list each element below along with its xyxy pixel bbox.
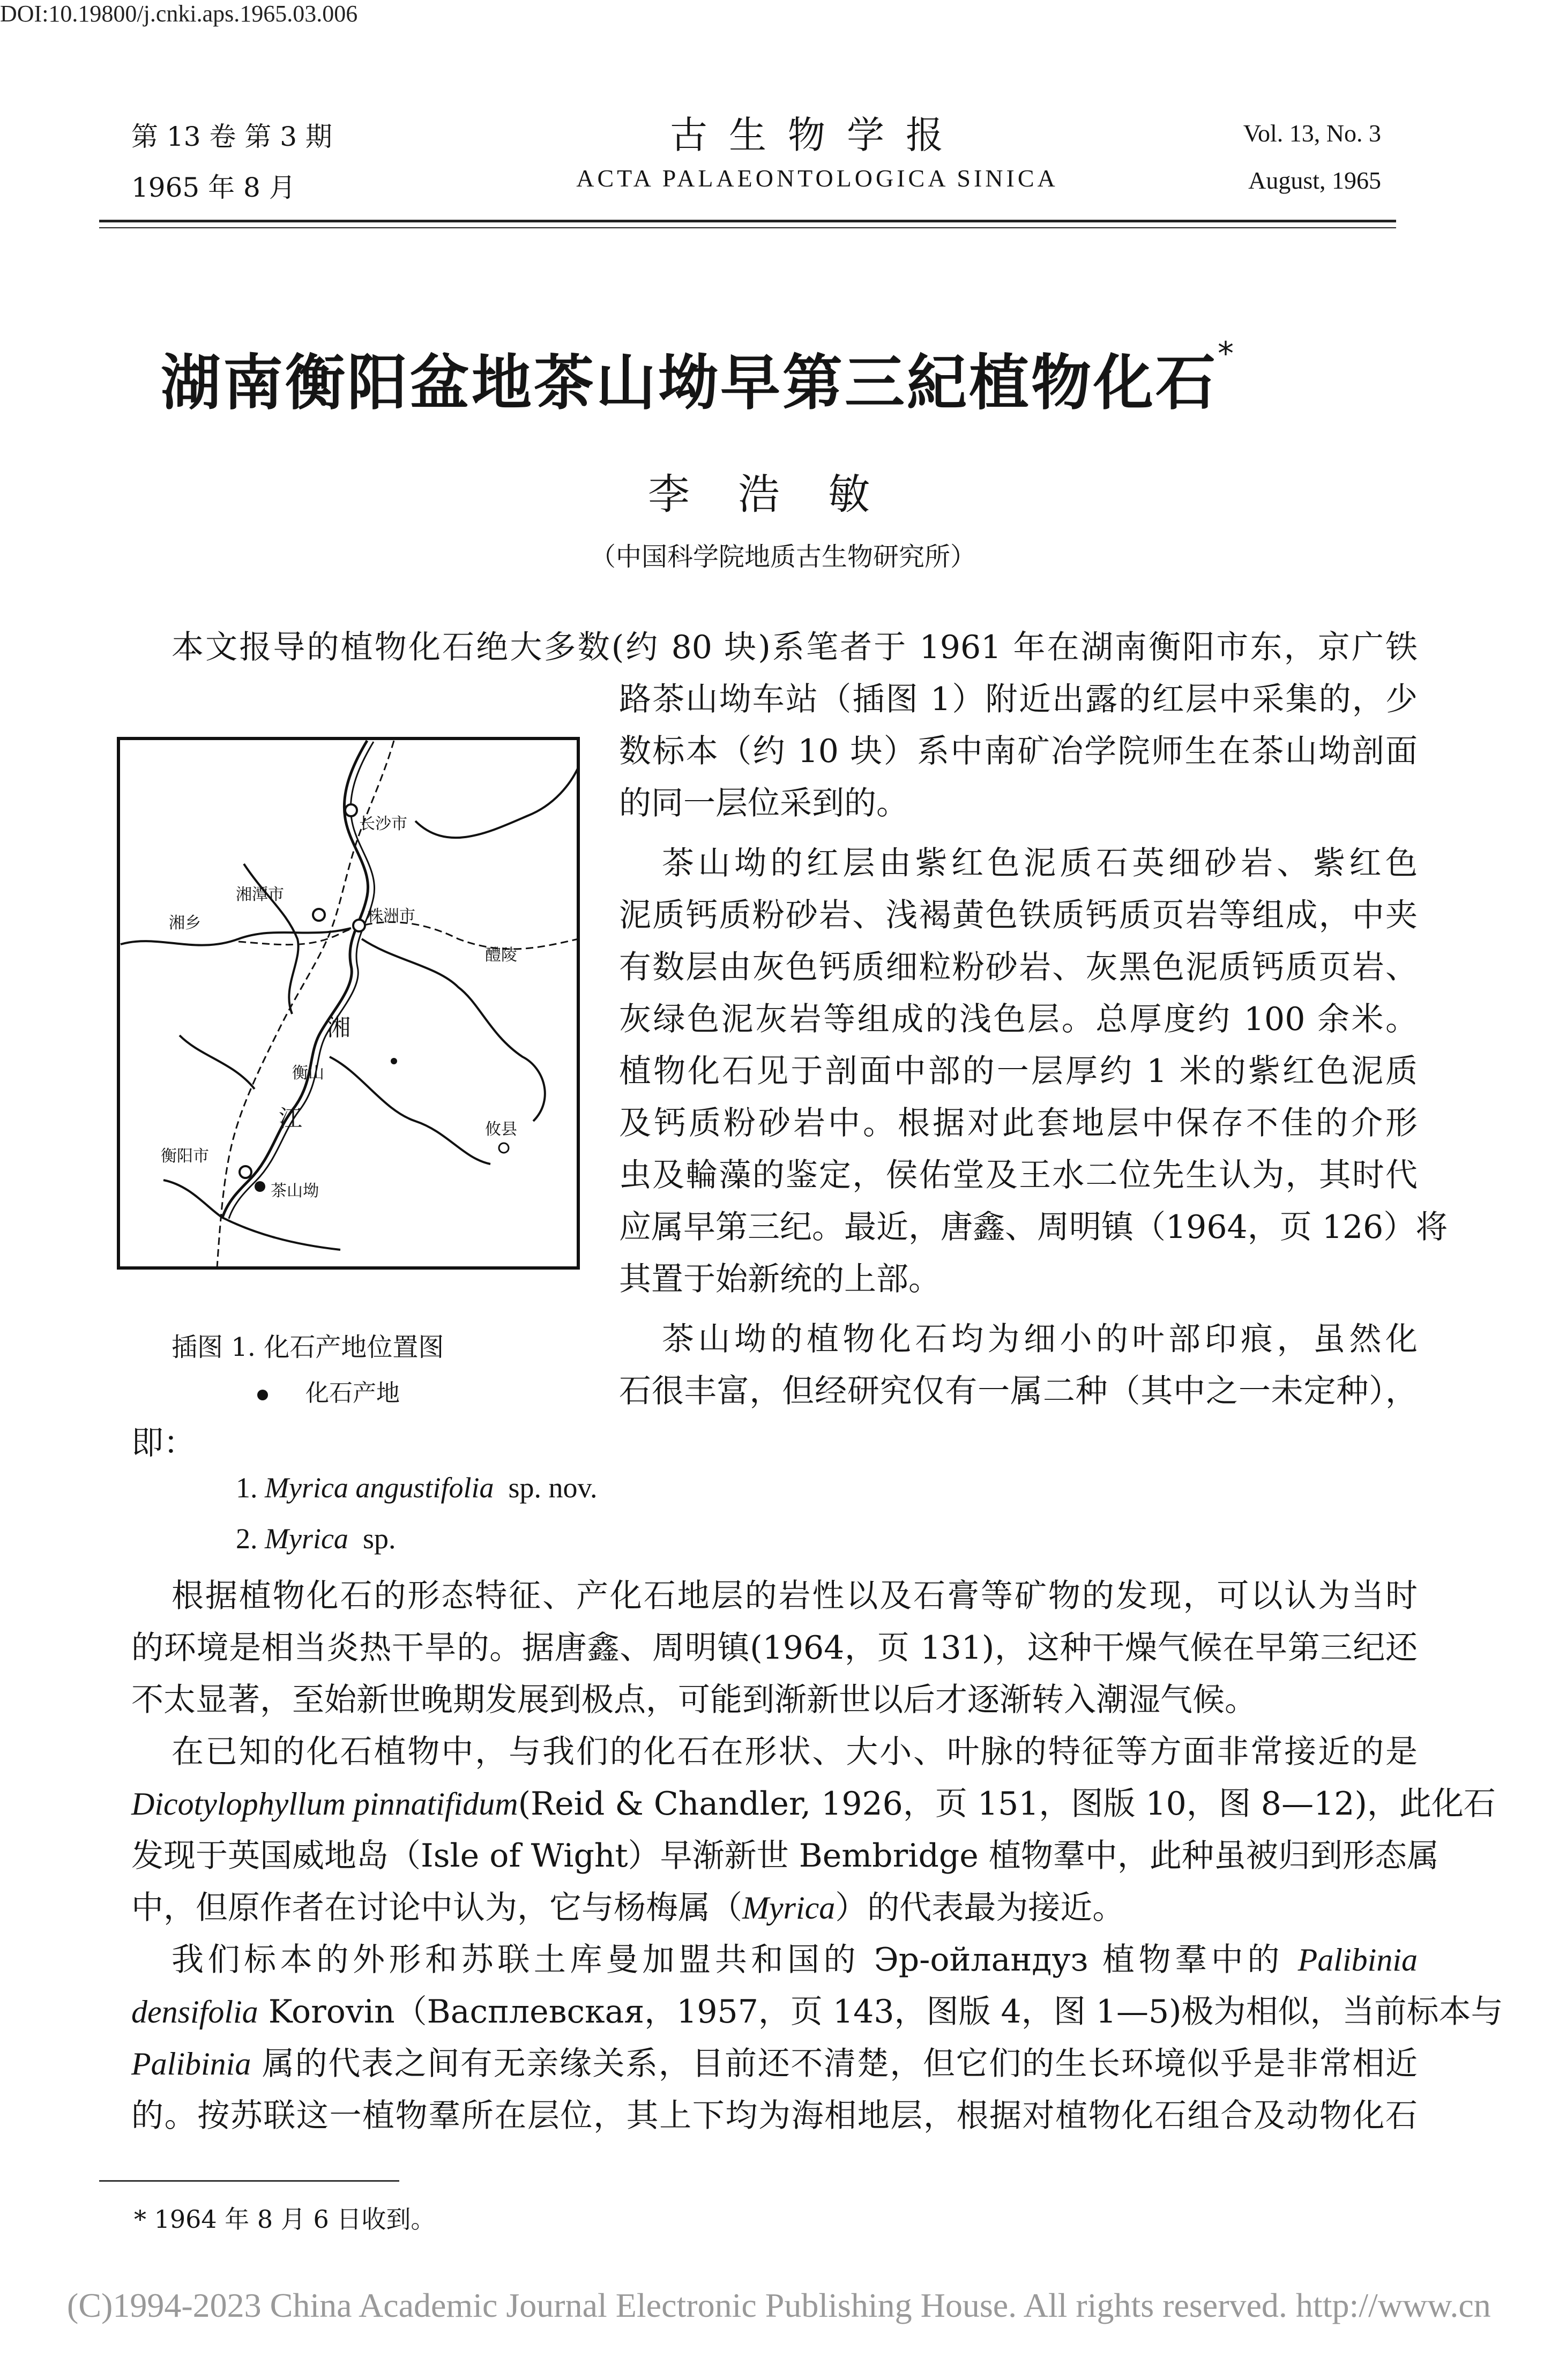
paragraph-line: 及钙质粉砂岩中。根据对此套地层中保存不佳的介形 [619,1105,1418,1142]
paragraph-line: 虫及輪藻的鉴定，侯佑堂及王水二位先生认为，其时代 [619,1157,1418,1194]
journal-title-en: ACTA PALAEONTOLOGICA SINICA [576,165,1058,192]
article-title: 湖南衡阳盆地茶山坳早第三紀植物化石* [161,335,1236,418]
author: 李浩敏 [647,471,918,519]
paragraph-line: 其置于始新统的上部。 [619,1260,941,1298]
paragraph-line: 植物化石见于剖面中部的一层厚约 1 米的紫红色泥质 [619,1053,1418,1090]
paragraph-line: 的同一层位采到的。 [619,785,908,822]
paragraph-line: 本文报导的植物化石绝大多数(约 80 块)系笔者于 1961 年在湖南衡阳市东，京广铁 [171,629,1418,666]
paragraph-line: 我们标本的外形和苏联土库曼加盟共和国的 Эр-ойландуз 植物羣中的 Palibinia [171,1941,1418,1979]
footnote-rule [99,2180,399,2182]
river-liuyang [415,767,578,838]
map-frame [118,738,578,1268]
paragraph-line: Dicotylophyllum pinnatifidum(Reid & Chandler, 1926，页 151，图版 10，图 8—12)，此化石 [131,1785,1496,1823]
paragraph-line: 茶山坳的红层由紫红色泥质石英细砂岩、紫红色 [662,845,1418,882]
label-chashanao: 茶山坳 [271,1182,319,1200]
zhuzhou-marker [353,920,365,931]
label-xiangtan: 湘潭市 [236,885,284,904]
paragraph-line: 灰绿色泥灰岩等组成的浅色层。总厚度约 100 余米。 [619,1001,1418,1038]
label-zhuzhou: 株洲市 [367,907,415,926]
label-liling: 醴陵 [485,946,517,965]
header-rule [99,220,1396,222]
paragraph-line: Palibinia 属的代表之间有无亲缘关系，目前还不清楚，但它们的生长环境似乎是非常相近 [131,2045,1418,2083]
paragraph-line: 石很丰富，但经研究仅有一属二种（其中之一未定种）， [619,1372,1418,1410]
railway-east-west [238,922,578,949]
youxian-marker [499,1143,509,1153]
species-2: 2. Myrica sp. [236,1523,396,1555]
paragraph-line: 中，但原作者在讨论中认为，它与杨梅属（Myrica）的代表最为接近。 [131,1889,1125,1927]
journal-title-cn: 古生物学报 [670,113,965,157]
label-hengyang: 衡阳市 [161,1147,209,1166]
location-map [115,735,581,1271]
volume-issue: 第 13 卷 第 3 期 [131,121,332,152]
publication-date-en: August, 1965 [1248,167,1381,194]
paragraph-line: 在已知的化石植物中，与我们的化石在形状、大小、叶脉的特征等方面非常接近的是 [171,1733,1418,1771]
paragraph-line: 的。按苏联这一植物羣所在层位，其上下均为海相地层，根据对植物化石组合及动物化石 [131,2097,1418,2135]
paragraph-line: 的环境是相当炎热干旱的。据唐鑫、周明镇(1964，页 131)，这种干燥气候在早第三纪还 [131,1629,1418,1667]
paragraph-line: 根据植物化石的形态特征、产化石地层的岩性以及石膏等矿物的发现，可以认为当时 [171,1577,1418,1615]
river-lu [362,939,545,1121]
footnote: * 1964 年 8 月 6 日收到。 [134,2205,436,2234]
paragraph-line: 数标本（约 10 块）系中南矿冶学院师生在茶山坳剖面 [619,733,1418,770]
species-1: 1. Myrica angustifolia sp. nov. [236,1472,598,1504]
paragraph-line: 应属早第三纪。最近，唐鑫、周明镇（1964，页 126）将 [619,1208,1448,1246]
xiangtan-marker [313,909,325,921]
affiliation: （中国科学院地质古生物研究所） [590,542,976,572]
publication-date: 1965 年 8 月 [131,172,296,203]
label-xiangxiang: 湘乡 [169,914,201,932]
paragraph-line: 有数层由灰色钙质细粒粉砂岩、灰黑色泥质钙质页岩、 [619,949,1418,986]
paragraph-line: 泥质钙质粉砂岩、浅褐黄色铁质钙质页岩等组成，中夹 [619,897,1418,934]
paragraph-line: 发现于英国威地岛（Isle of Wight）早渐新世 Bembridge 植物羣中，此种虽被归到形态属 [131,1837,1439,1875]
changsha-marker [345,804,357,816]
label-xiang: 湘 [327,1014,351,1041]
paragraph-line: 即： [131,1424,196,1462]
copyright-watermark: (C)1994-2023 China Academic Journal Electronic Publishing House. All rights reserved. http://www.cn [67,2286,1491,2324]
fossil-locality-dot [255,1181,265,1192]
doi: DOI:10.19800/j.cnki.aps.1965.03.006 [0,1,358,27]
label-hengshan: 衡山 [292,1064,324,1083]
volume-issue-en: Vol. 13, No. 3 [1243,120,1381,147]
label-youxian: 攸县 [485,1120,517,1139]
hengyang-marker [240,1166,251,1178]
paragraph-line: 路茶山坳车站（插图 1）附近出露的红层中采集的，少 [619,681,1418,718]
paragraph-line: densifolia Korovin（Васплевская，1957，页 143，图版 4，图 1—5)极为相似，当前标本与 [131,1993,1503,2031]
river-tributary-west [180,1035,255,1089]
river-mi [330,1057,490,1164]
label-changsha: 长沙市 [359,815,407,833]
paragraph-line: 不太显著，至始新世晚期发展到极点，可能到渐新世以后才逐渐转入潮湿气候。 [131,1681,1257,1719]
paragraph-line: 茶山坳的植物化石均为细小的叶部印痕，虽然化 [662,1320,1418,1358]
legend-dot-icon [257,1390,268,1400]
figure-caption: 插图 1. 化石产地位置图 [171,1332,444,1362]
hengshan-marker [391,1058,397,1064]
header-rule-thin [99,227,1396,228]
figure-legend: 化石产地 [257,1374,400,1408]
label-jiang: 江 [279,1105,302,1132]
